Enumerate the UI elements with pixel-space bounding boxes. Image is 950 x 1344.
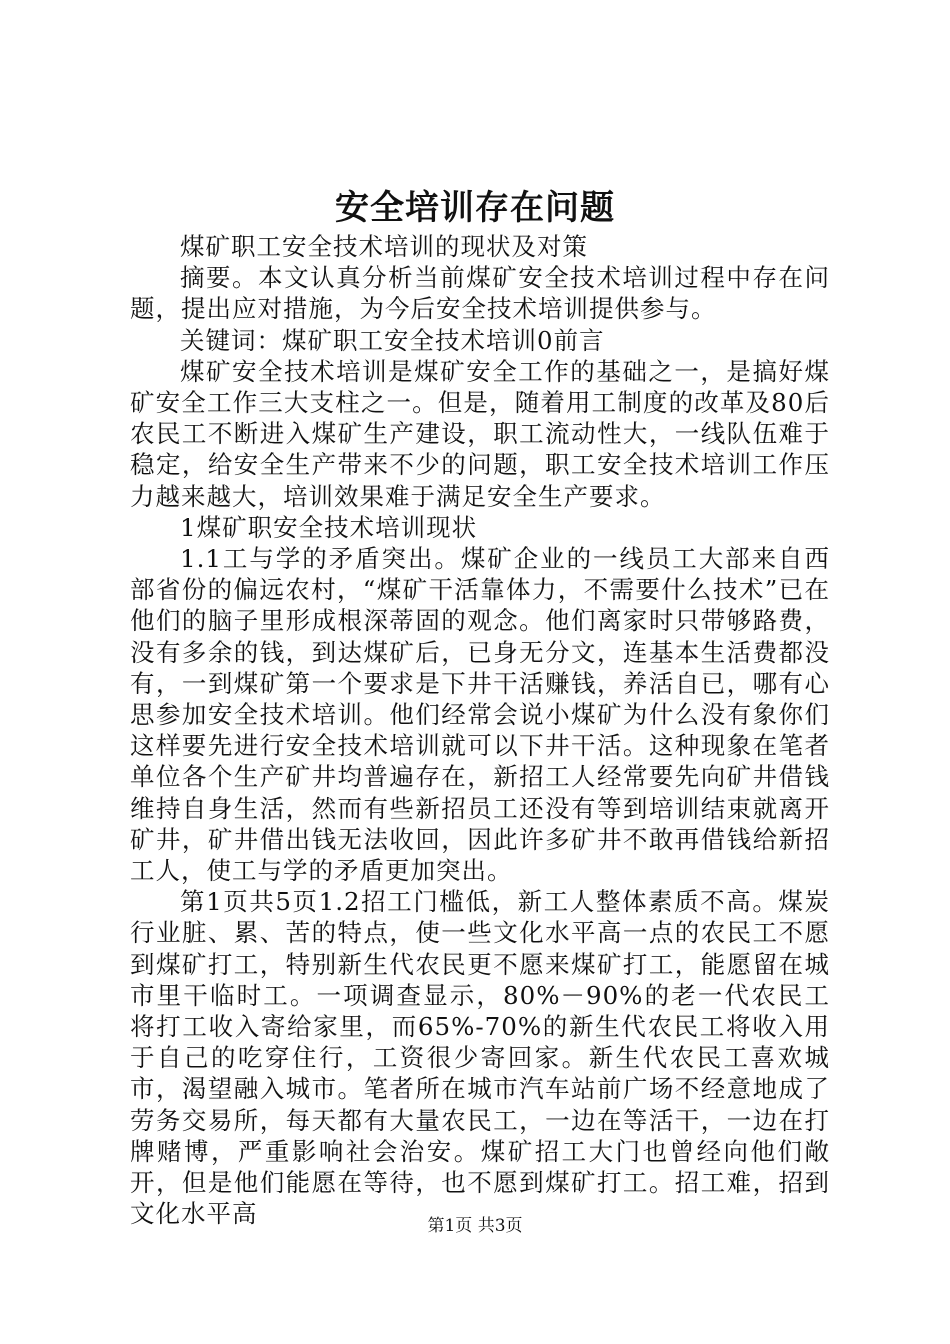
section-heading: 1煤矿职安全技术培训现状 <box>180 512 478 542</box>
keywords-paragraph: 关键词：煤矿职工安全技术培训0前言 <box>180 325 605 355</box>
page-footer: 第1页 共3页 <box>427 1216 523 1236</box>
body-paragraph: 1.1工与学的矛盾突出。煤矿企业的一线员工大部来自西部省份的偏远农村，“煤矿干活靠体力，不需要什么技术”已在他们的脑子里形成根深蒂固的观念。他们离家时只带够路费，没有多余的钱，到达煤矿后，已身无分文，连基本生活费都没有，一到煤矿第一个要求是下井干活赚钱，养活自已，哪有心思参加安全技术培训。他们经常会说小煤矿为什么没有象你们这样要先进行安全技术培训就可以下井干活。这种现象在笔者单位各个生产矿井均普遍存在，新招工人经常要先向矿井借钱维持自身生活，然而有些新招员工还没有等到培训结束就离开矿井，矿井借出钱无法收回，因此许多矿井不敢再借钱给新招工人，使工与学的矛盾更加突出。 <box>130 544 830 886</box>
subtitle-paragraph: 煤矿职工安全技术培训的现状及对策 <box>180 232 588 261</box>
body-paragraph: 第1页共5页1.2招工门槛低，新工人整体素质不高。煤炭行业脏、累、苦的特点，使一些文化水平高一点的农民工不愿到煤矿打工，特别新生代农民更不愿来煤矿打工，能愿留在城市里干临时工。一项调查显示，80%－90%的老一代农民工将打工收入寄给家里，而65%-70%的新生代农民工将收入用于自己的吃穿住行，工资很少寄回家。新生代农民工喜欢城市，渴望融入城市。笔者所在城市汽车站前广场不经意地成了劳务交易所，每天都有大量农民工，一边在等活干，一边在打牌赌博，严重影响社会治安。煤矿招工大门也曾经向他们敞开，但是他们能愿在等待，也不愿到煤矿打工。招工难，招到文化水平高 <box>130 887 830 1229</box>
abstract-paragraph: 摘要。本文认真分析当前煤矿安全技术培训过程中存在问题，提出应对措施，为今后安全技术培训提供参与。 <box>130 263 830 324</box>
document-title: 安全培训存在问题 <box>335 188 615 228</box>
document-body <box>130 231 830 1230</box>
intro-paragraph: 煤矿安全技术培训是煤矿安全工作的基础之一，是搞好煤矿安全工作三大支柱之一。但是，随着用工制度的改革及80后农民工不断进入煤矿生产建设，职工流动性大，一线队伍难于稳定，给安全生产带来不少的问题，职工安全技术培训工作压力越来越大，培训效果难于满足安全生产要求。 <box>130 356 830 511</box>
